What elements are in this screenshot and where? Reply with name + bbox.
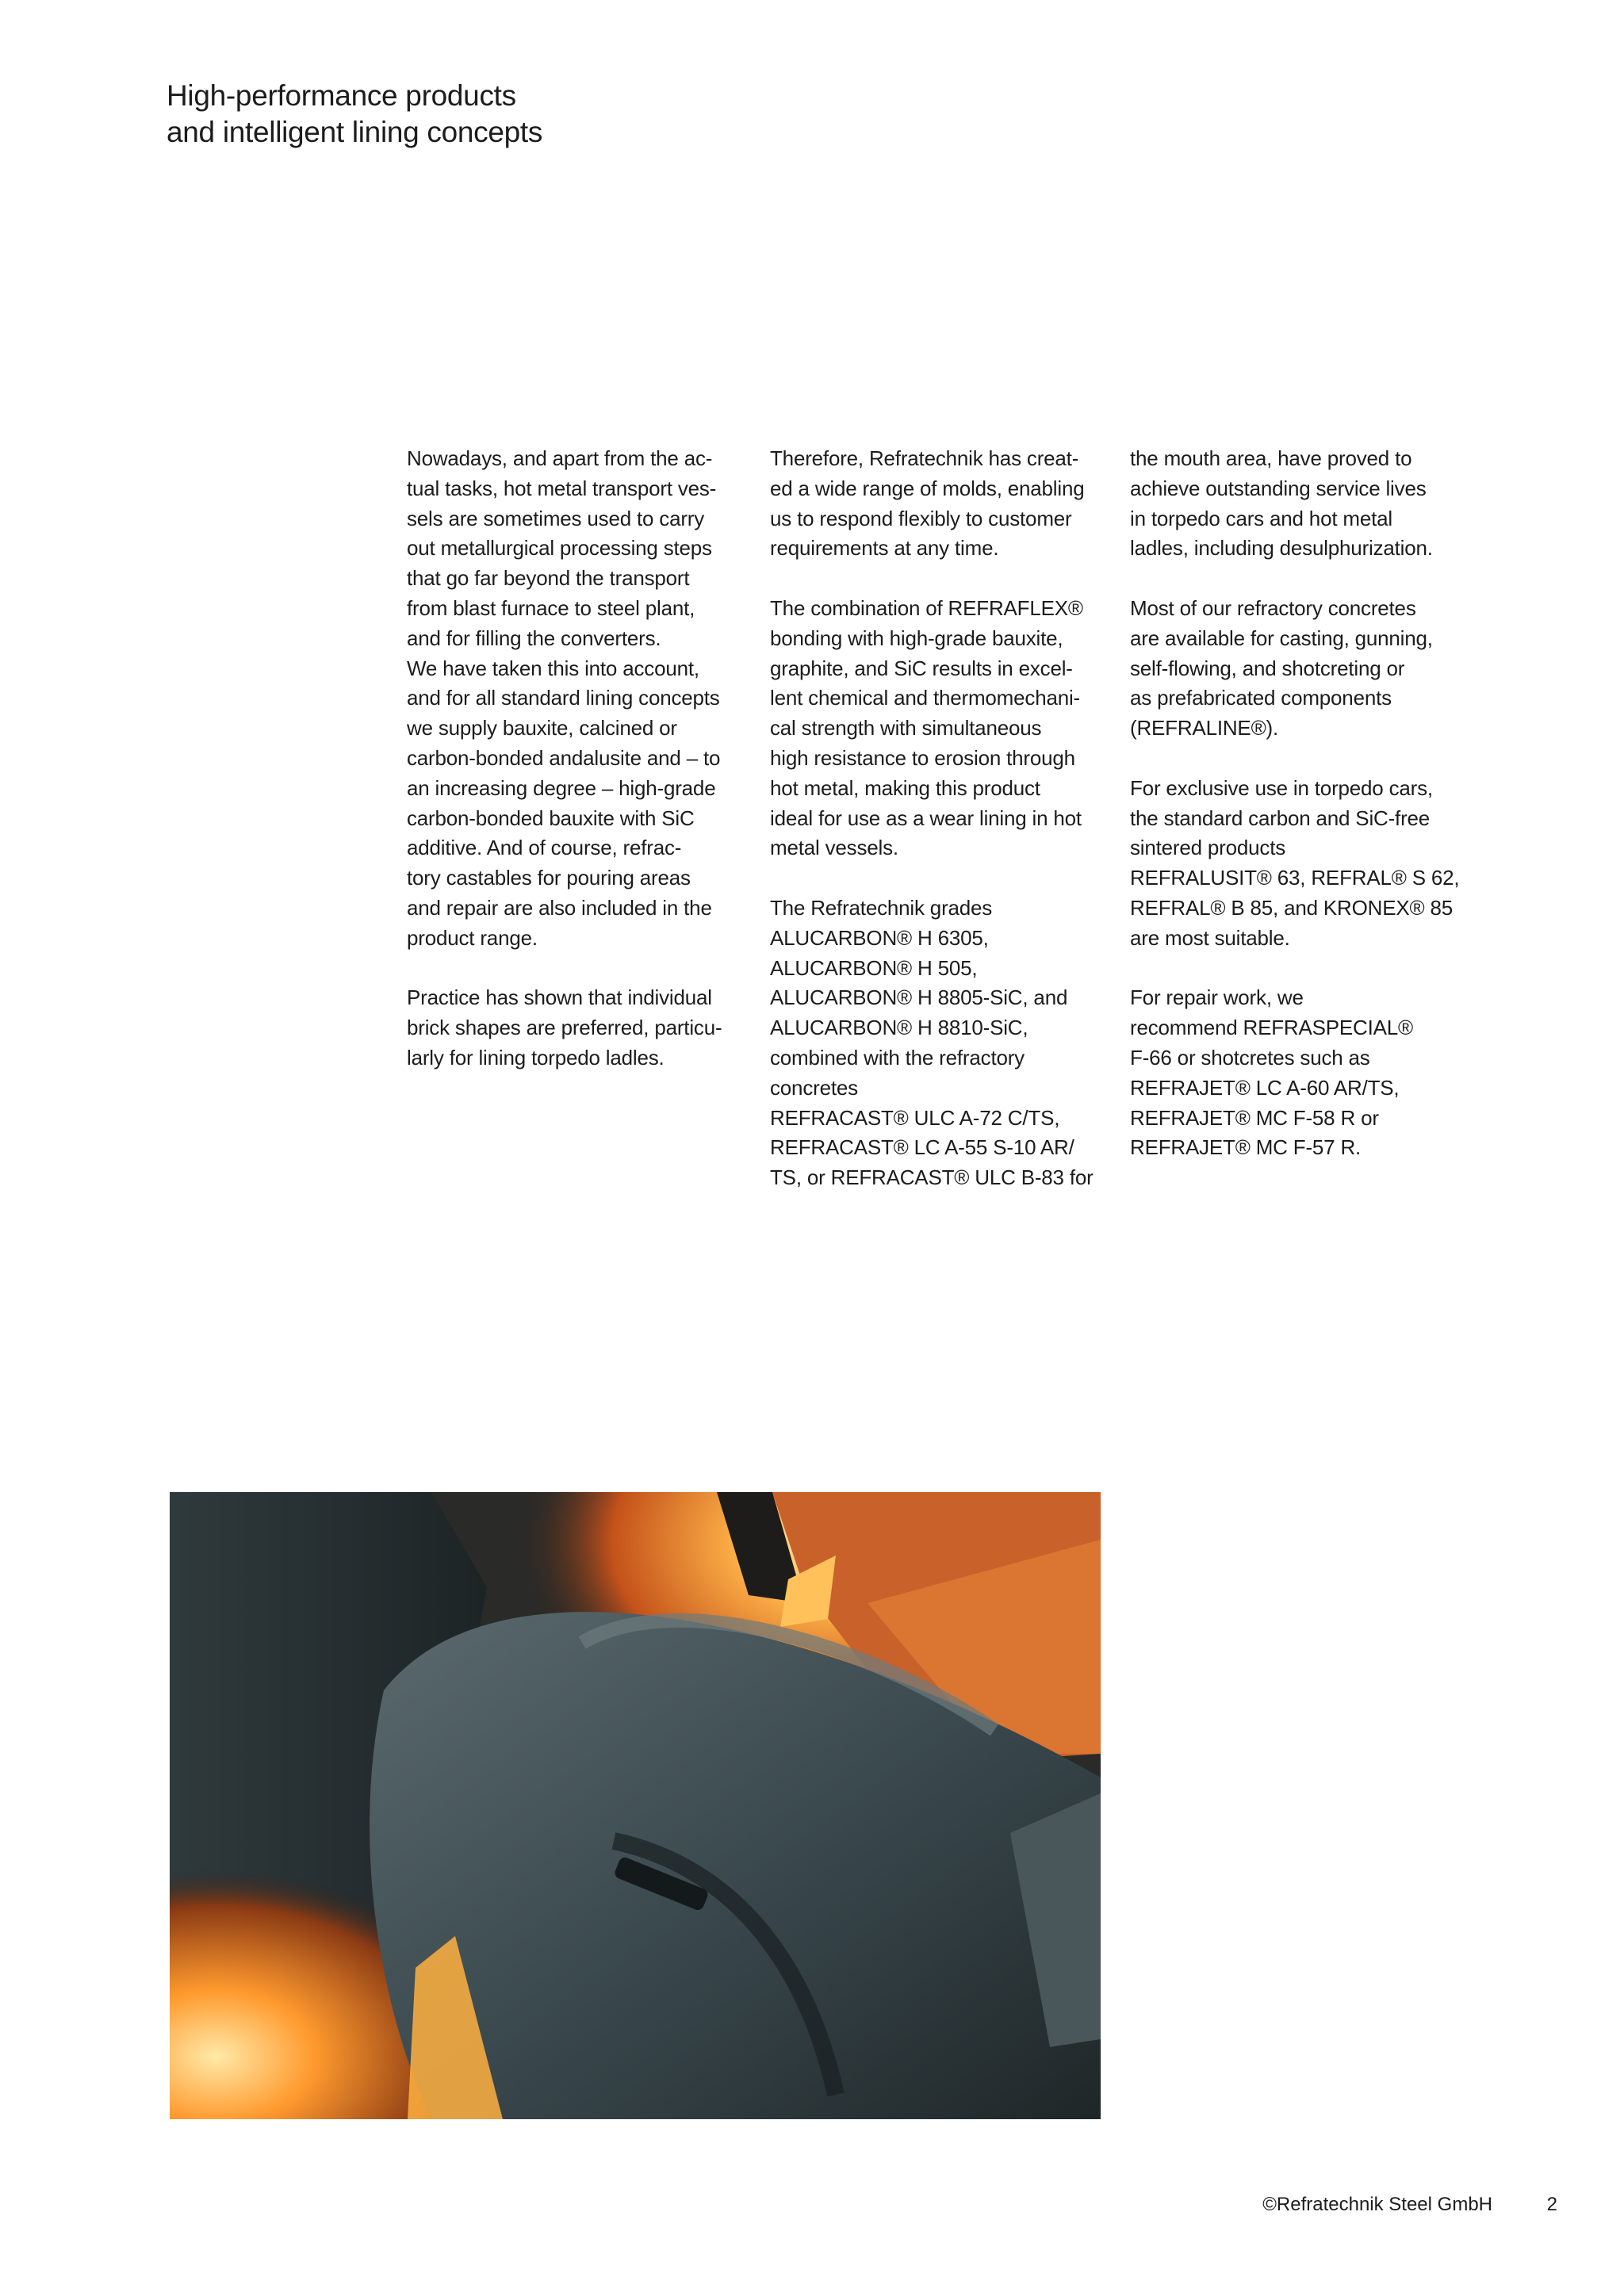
body-text-line: achieve outstanding service lives (1130, 476, 1427, 500)
body-text-line: tual tasks, hot metal transport ves- (407, 476, 717, 500)
paragraph-gap (407, 954, 748, 984)
page-heading-line-2: and intelligent lining concepts (167, 116, 543, 148)
page-heading-line-1: High-performance products (167, 79, 516, 112)
body-text-line: high resistance to erosion through (770, 745, 1075, 770)
body-text-line: Nowadays, and apart from the ac- (407, 446, 713, 470)
body-text-line: ideal for use as a wear lining in hot (770, 806, 1082, 830)
body-text-line: REFRAJET® MC F-57 R. (1130, 1135, 1362, 1160)
body-text-line: combined with the refractory (770, 1045, 1025, 1070)
body-text-line: lent chemical and thermomechani- (770, 686, 1081, 710)
body-text-line: concretes (770, 1075, 858, 1100)
paragraph-gap (1130, 744, 1471, 774)
paragraph-gap (770, 564, 1111, 594)
body-text-line: additive. And of course, refrac- (407, 836, 682, 860)
page-heading (167, 78, 880, 151)
body-text-line: that go far beyond the transport (407, 566, 690, 591)
body-text-line: ALUCARBON® H 6305, (770, 925, 989, 950)
body-text-line: TS, or REFRACAST® ULC B-83 for (770, 1165, 1094, 1190)
text-column-3 (1130, 444, 1471, 1163)
body-text-line: ed a wide range of molds, enabling (770, 476, 1085, 500)
body-text-line: Practice has shown that individual (407, 985, 712, 1010)
body-text-line: sintered products (1130, 836, 1286, 860)
paragraph-gap (1130, 564, 1471, 594)
body-text-line: hot metal, making this product (770, 775, 1040, 800)
body-text-line: cal strength with simultaneous (770, 716, 1042, 740)
body-text-line: tory castables for pouring areas (407, 866, 691, 890)
body-text-line: REFRAL® B 85, and KRONEX® 85 (1130, 895, 1453, 920)
body-text-line: ladles, including desulphurization. (1130, 536, 1433, 561)
body-text-line: The combination of REFRAFLEX® (770, 595, 1083, 620)
paragraph-gap (1130, 954, 1471, 984)
body-text-line: are most suitable. (1130, 925, 1290, 950)
body-text-line: Therefore, Refratechnik has creat- (770, 446, 1079, 470)
body-text-line: and for filling the converters. (407, 626, 661, 650)
body-text-line: For repair work, we (1130, 985, 1304, 1010)
body-text-line: (REFRALINE®). (1130, 716, 1279, 740)
body-text-line: self-flowing, and shotcreting or (1130, 656, 1405, 680)
body-text-line: For exclusive use in torpedo cars, (1130, 775, 1433, 800)
ladle-photo-illustration (170, 1492, 1101, 2119)
paragraph-gap (770, 863, 1111, 894)
body-text-line: ALUCARBON® H 8805-SiC, and (770, 985, 1068, 1010)
text-column-1 (407, 444, 748, 1073)
body-text-line: graphite, and SiC results in excel- (770, 656, 1073, 680)
text-column-2 (770, 444, 1111, 1193)
body-text-line: We have taken this into account, (407, 656, 699, 680)
body-text-line: bonding with high-grade bauxite, (770, 626, 1063, 650)
body-text-line: out metallurgical processing steps (407, 536, 712, 561)
body-text-line: and for all standard lining concepts (407, 686, 720, 710)
footer-copyright: ©Refratechnik Steel GmbH (1262, 2194, 1492, 2215)
body-text-line: requirements at any time. (770, 536, 999, 561)
body-text-line: we supply bauxite, calcined or (407, 716, 677, 740)
body-text-line: ALUCARBON® H 8810-SiC, (770, 1016, 1028, 1040)
body-text-line: REFRALUSIT® 63, REFRAL® S 62, (1130, 866, 1460, 890)
page-number: 2 (1546, 2194, 1557, 2215)
body-text-line: metal vessels. (770, 836, 898, 860)
body-text-line: The Refratechnik grades (770, 895, 993, 920)
body-text-line: REFRAJET® LC A-60 AR/TS, (1130, 1075, 1400, 1100)
body-text-line: the standard carbon and SiC-free (1130, 806, 1431, 830)
body-text-line: F-66 or shotcretes such as (1130, 1045, 1370, 1070)
body-text-line: from blast furnace to steel plant, (407, 595, 695, 620)
body-text-line: are available for casting, gunning, (1130, 626, 1433, 650)
body-text-line: brick shapes are preferred, particu- (407, 1016, 722, 1040)
body-text-line: and repair are also included in the (407, 895, 712, 920)
body-text-line: sels are sometimes used to carry (407, 506, 705, 530)
body-text-line: product range. (407, 925, 538, 950)
body-text-line: us to respond flexibly to customer (770, 506, 1072, 530)
body-text-line: ALUCARBON® H 505, (770, 955, 978, 980)
body-text-line: REFRACAST® ULC A-72 C/TS, (770, 1105, 1060, 1130)
body-text-line: carbon-bonded andalusite and – to (407, 745, 721, 770)
body-text-line: in torpedo cars and hot metal (1130, 506, 1392, 530)
body-text-line: an increasing degree – high-grade (407, 775, 716, 800)
body-text-line: the mouth area, have proved to (1130, 446, 1412, 470)
body-text-line: Most of our refractory concretes (1130, 595, 1416, 620)
body-text-line: recommend REFRASPECIAL® (1130, 1016, 1414, 1040)
body-text-line: as prefabricated components (1130, 686, 1392, 710)
body-text-line: REFRACAST® LC A-55 S-10 AR/ (770, 1135, 1074, 1160)
body-text-line: carbon-bonded bauxite with SiC (407, 806, 695, 830)
hot-metal-ladle-photo (170, 1492, 1101, 2119)
body-text-line: REFRAJET® MC F-58 R or (1130, 1105, 1379, 1130)
body-text-line: larly for lining torpedo ladles. (407, 1045, 665, 1070)
